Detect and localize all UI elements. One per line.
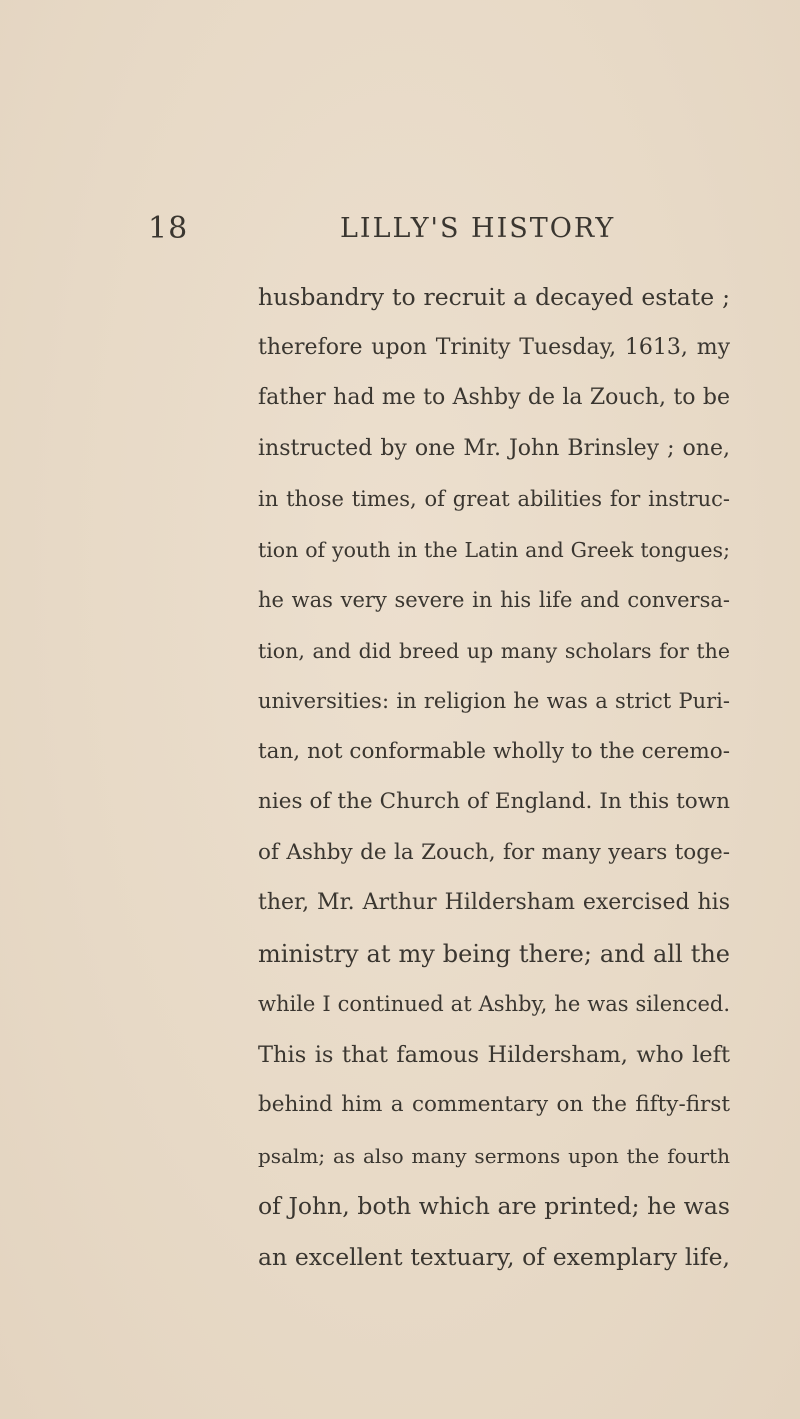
text-line: tan, not conformable wholly to the ceremo- [258,738,730,764]
text-line: ministry at my being there; and all the [258,939,730,968]
text-line: father had me to Ashby de la Zouch, to be [258,385,730,410]
text-line: instructed by one Mr. John Brinsley ; one, [258,435,730,461]
text-line: in those times, of great abilities for instruc- [258,487,730,511]
text-line: This is that famous Hildersham, who left [258,1041,730,1068]
text-line: tion of youth in the Latin and Greek tongues; [258,537,730,562]
text-line: he was very severe in his life and conversa- [258,588,730,612]
text-line: while I continued at Ashby, he was silenced. [258,992,730,1016]
text-line: of John, both which are printed; he was [258,1192,730,1220]
page-number: 18 [148,211,189,246]
text-line: ther, Mr. Arthur Hildersham exercised his [258,890,730,915]
text-line: therefore upon Trinity Tuesday, 1613, my [258,334,730,360]
text-line: universities: in religion he was a strict Puri- [258,689,730,713]
text-line: husbandry to recruit a decayed estate ; [258,283,730,311]
text-line: psalm; as also many sermons upon the fourth [258,1143,730,1168]
text-line: of Ashby de la Zouch, for many years toge- [258,839,730,865]
text-line: an excellent textuary, of exemplary life, [258,1242,730,1271]
running-head [148,211,708,255]
body-text [258,272,730,1282]
text-line: nies of the Church of England. In this town [258,789,730,814]
running-title: LILLY'S HISTORY [340,213,616,244]
text-line: tion, and did breed up many scholars for the [258,638,730,663]
text-line: behind him a commentary on the fifty-first [258,1092,730,1117]
